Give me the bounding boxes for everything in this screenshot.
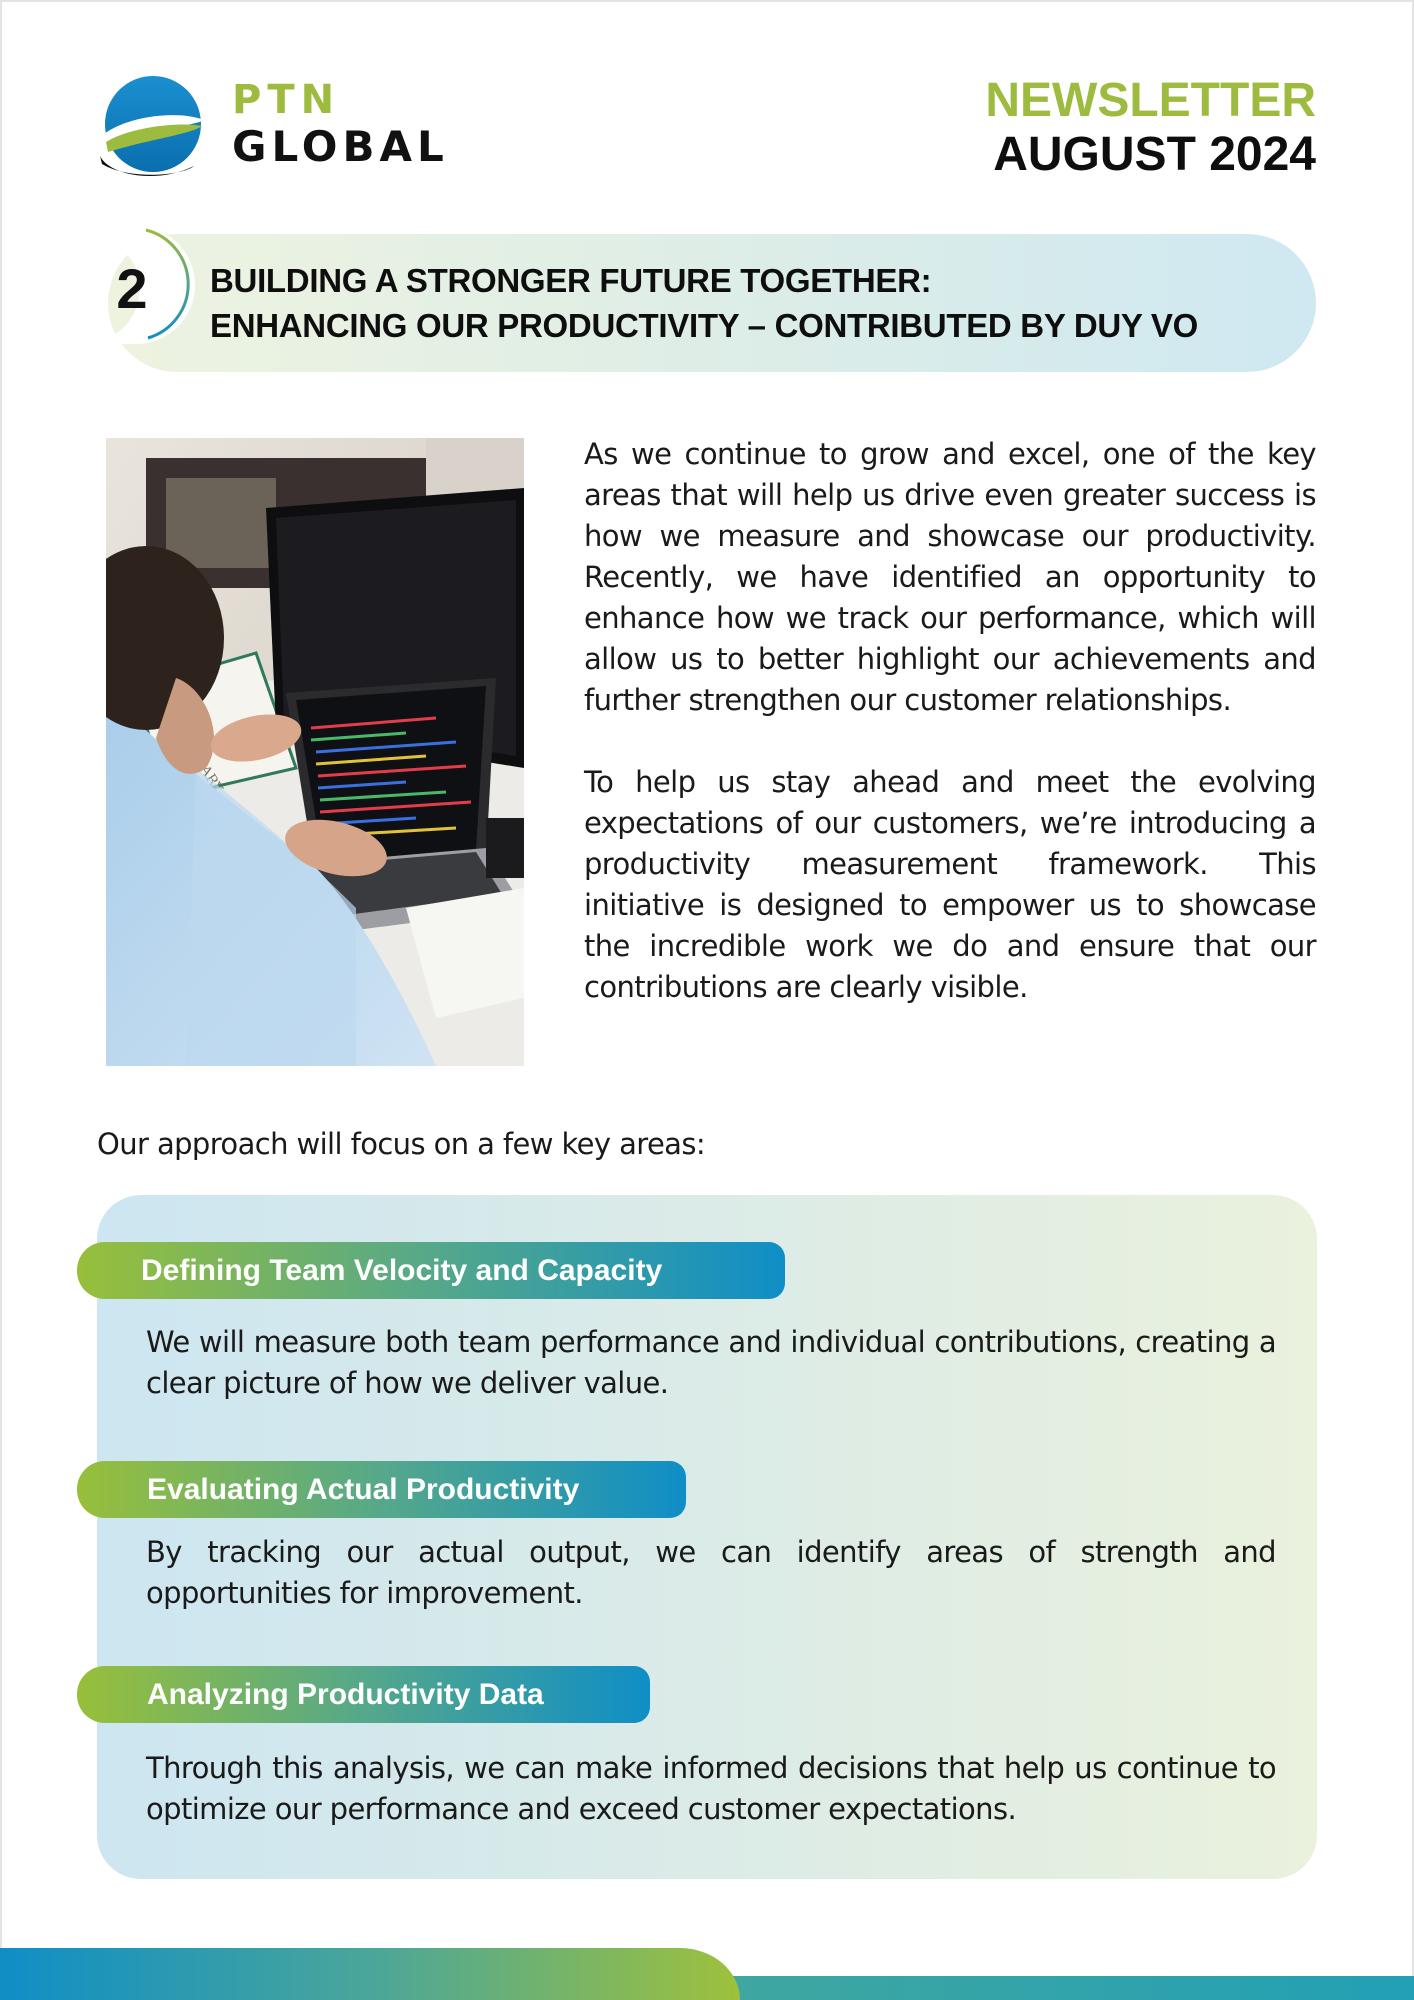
brand-wordmark <box>232 77 449 171</box>
approach-text: Our approach will focus on a few key areas: <box>97 1127 706 1161</box>
newsletter-heading <box>985 74 1316 182</box>
ptn-global-logo-icon <box>98 72 208 188</box>
focus-area-title-2: Evaluating Actual Productivity <box>77 1461 686 1518</box>
brand-bottom-text: GLOBAL <box>232 122 449 171</box>
section-number: 2 <box>116 257 148 320</box>
intro-text <box>584 434 1316 1008</box>
newsletter-label: NEWSLETTER <box>985 74 1316 127</box>
footer-wave <box>0 1948 740 2000</box>
newsletter-date: AUGUST 2024 <box>993 127 1316 181</box>
intro-paragraph-1: As we continue to grow and excel, one of the key areas that will help us drive even greater success is how we measure and showcase our productivity. Recently, we have identified an opportunity to enhance how we track our performance, which will allow us to better highlight our achievements and further strengthen our customer relationships. <box>584 437 1316 717</box>
brand-top-text: PTN <box>232 77 341 123</box>
intro-paragraph-2: To help us stay ahead and meet the evolving expectations of our customers, we’re introducing a productivity measurement framework. This initiative is designed to empower us to showcase the incredible work we do and ensure that our contributions are clearly visible. <box>584 765 1316 1004</box>
focus-area-description-3: Through this analysis, we can make informed decisions that help us continue to optimize our performance and exceed customer expectations. <box>146 1751 1276 1826</box>
section-title <box>210 258 1290 348</box>
focus-area-title-1: Defining Team Velocity and Capacity <box>77 1242 785 1299</box>
focus-area-title-3: Analyzing Productivity Data <box>77 1666 650 1723</box>
focus-area-description-1: We will measure both team performance and individual contributions, creating a clear picture of how we deliver value. <box>146 1325 1276 1400</box>
developer-at-laptop-photo <box>106 438 524 1066</box>
section-title-line1: BUILDING A STRONGER FUTURE TOGETHER: <box>210 262 932 299</box>
section-title-line2: ENHANCING OUR PRODUCTIVITY – CONTRIBUTED BY DUY VO <box>210 307 1198 344</box>
focus-area-description-2: By tracking our actual output, we can identify areas of strength and opportunities for improvement. <box>146 1535 1276 1610</box>
